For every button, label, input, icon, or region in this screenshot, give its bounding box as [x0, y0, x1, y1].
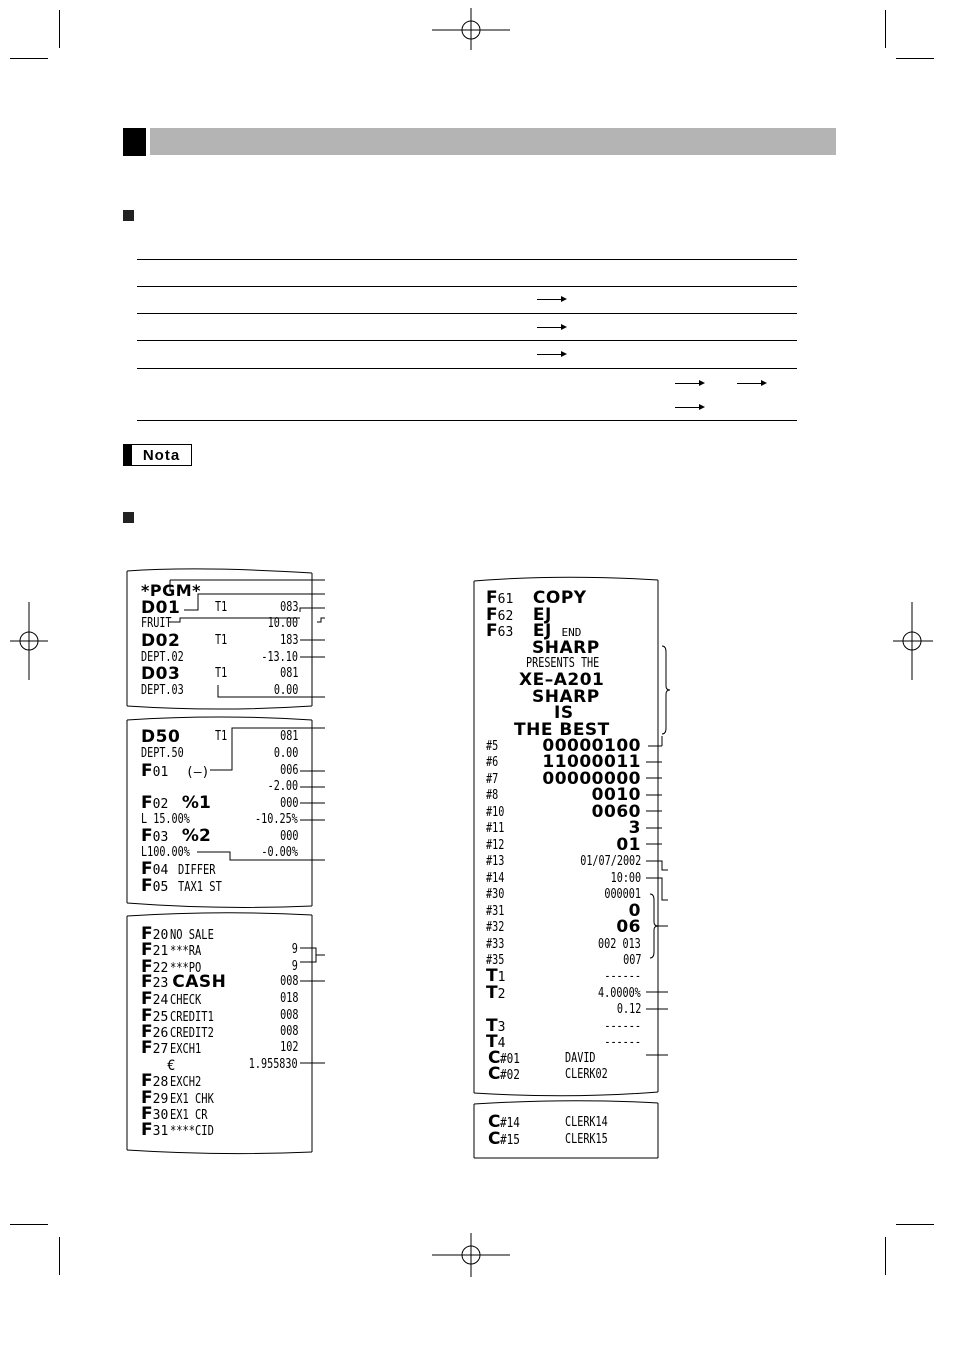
- param-value: 002 013: [598, 937, 641, 952]
- t-prefix: T: [486, 1032, 498, 1052]
- c-number: #02: [500, 1068, 521, 1083]
- function-key-value: 9: [291, 942, 298, 957]
- f-prefix: F: [141, 1022, 153, 1042]
- param-value: 10:00: [610, 871, 641, 886]
- dept-d01: D01: [141, 598, 181, 618]
- function-key-value: 008: [279, 1024, 298, 1039]
- function-key-name: CREDIT1: [170, 1010, 215, 1025]
- param-value: 007: [622, 953, 641, 968]
- t-prefix: T: [486, 983, 498, 1003]
- function-key-name: CHECK: [170, 993, 202, 1008]
- f-prefix: F: [486, 621, 498, 641]
- clerk-name: CLERK02: [565, 1067, 608, 1082]
- t-prefix: T: [486, 966, 498, 986]
- f-prefix: F: [141, 957, 153, 977]
- d50-tax: T1: [215, 729, 228, 744]
- f-prefix: F: [141, 924, 153, 944]
- d50-code: 081: [279, 729, 298, 744]
- d01-code: 083: [279, 600, 298, 615]
- param-key: #10: [486, 805, 505, 820]
- d02-name: DEPT.02: [141, 650, 184, 665]
- function-key-name: EX1 CHK: [170, 1092, 215, 1107]
- f01-sign: (–): [185, 765, 210, 780]
- message-line-4: SHARP: [532, 687, 600, 707]
- function-key-name: CREDIT2: [170, 1026, 215, 1041]
- function-key-name: CASH: [172, 972, 227, 992]
- c-prefix: C: [488, 1129, 501, 1149]
- c-number: #15: [500, 1133, 521, 1148]
- f62-name: EJ: [532, 605, 552, 625]
- clerk-name: CLERK14: [565, 1115, 608, 1130]
- f04-name: DIFFER: [177, 863, 216, 878]
- f-number: 22: [152, 961, 169, 976]
- param-key: #31: [486, 904, 505, 919]
- f-number: 03: [152, 830, 169, 845]
- t-prefix: T: [486, 1016, 498, 1036]
- f-number: 02: [152, 797, 169, 812]
- f-prefix: F: [141, 972, 153, 992]
- d02-code: 183: [279, 633, 298, 648]
- f-number: 01: [152, 765, 169, 780]
- function-key-name: ****CID: [170, 1124, 215, 1139]
- f02-value: -10.25%: [255, 812, 298, 827]
- function-key-value: 9: [291, 959, 298, 974]
- c-number: #14: [500, 1116, 521, 1131]
- tax-value: 0.12: [616, 1002, 641, 1017]
- d02-price: -13.10: [261, 650, 298, 665]
- function-key-value: 102: [279, 1040, 298, 1055]
- param-key: #30: [486, 887, 505, 902]
- c-prefix: C: [488, 1048, 501, 1068]
- f-number: 23: [152, 976, 169, 991]
- f-prefix: F: [141, 826, 153, 846]
- f-prefix: F: [141, 1071, 153, 1091]
- tax-key: [486, 985, 505, 1002]
- d03-name: DEPT.03: [141, 683, 184, 698]
- param-value: 0060: [591, 802, 641, 822]
- param-value: 11000011: [542, 752, 641, 772]
- f02-code: 000: [279, 796, 298, 811]
- dept-d03: D03: [141, 664, 181, 684]
- f-prefix: F: [486, 605, 498, 625]
- param-value: 0010: [591, 785, 641, 805]
- function-key-value: 008: [279, 974, 298, 989]
- f-number: 30: [152, 1108, 169, 1123]
- receipt-right-part1: [474, 581, 658, 1093]
- f-number: 27: [152, 1042, 169, 1057]
- d01-price: 10.00: [267, 616, 298, 631]
- function-key-name: ***RA: [170, 944, 202, 959]
- f03-value: -0.00%: [261, 845, 298, 860]
- f-prefix: F: [141, 859, 153, 879]
- t-number: 2: [497, 987, 506, 1002]
- f-prefix: F: [141, 989, 153, 1009]
- function-key-name: EX1 CR: [170, 1108, 208, 1123]
- param-key: #12: [486, 838, 505, 853]
- f-number: 31: [152, 1124, 169, 1139]
- nota-label: Nota: [142, 446, 181, 464]
- f-number: 26: [152, 1026, 169, 1041]
- f-number: 04: [152, 863, 169, 878]
- message-line-6: THE BEST: [514, 720, 610, 740]
- message-line-3: XE–A201: [519, 670, 605, 690]
- f-prefix: F: [141, 1006, 153, 1026]
- f-number: 28: [152, 1075, 169, 1090]
- function-key-name: EXCH2: [170, 1075, 202, 1090]
- c-prefix: C: [488, 1112, 501, 1132]
- f-prefix: F: [486, 588, 498, 608]
- t-number: 4: [497, 1036, 506, 1051]
- function-key-value: 1.955830: [249, 1057, 298, 1072]
- f-prefix: F: [141, 1038, 153, 1058]
- param-value: 0: [628, 901, 641, 921]
- function-key-name: EXCH1: [170, 1042, 202, 1057]
- f-number: 21: [152, 944, 169, 959]
- f01-code: 006: [279, 763, 298, 778]
- param-value: 01: [616, 835, 641, 855]
- param-key: #7: [486, 772, 499, 787]
- t-number: 3: [497, 1020, 506, 1035]
- f-prefix: F: [141, 876, 153, 896]
- f03-code: 000: [279, 829, 298, 844]
- message-line-2: PRESENTS THE: [526, 656, 600, 671]
- f-number: 61: [497, 592, 514, 607]
- c-number: #01: [500, 1052, 521, 1067]
- f-prefix: F: [141, 1104, 153, 1124]
- f-prefix: F: [141, 1120, 153, 1140]
- clerk-name: DAVID: [565, 1051, 596, 1066]
- t-number: 1: [497, 970, 506, 985]
- d03-price: 0.00: [273, 683, 298, 698]
- message-line-1: SHARP: [532, 638, 600, 658]
- f03-limit: L100.00%: [141, 845, 190, 860]
- param-key: #6: [486, 755, 499, 770]
- param-key: #35: [486, 953, 505, 968]
- d02-tax: T1: [215, 633, 228, 648]
- pgm-mode-label: *PGM*: [141, 581, 202, 600]
- function-key-name: ***PO: [170, 961, 202, 976]
- f-number: 20: [152, 928, 169, 943]
- param-key: #33: [486, 937, 505, 952]
- param-key: #11: [486, 821, 505, 836]
- f03-name: %2: [181, 826, 211, 846]
- d50-price: 0.00: [273, 746, 298, 761]
- param-value: 3: [628, 818, 641, 838]
- f63-suffix: END: [561, 626, 582, 639]
- f-number: 24: [152, 993, 169, 1008]
- param-key: #5: [486, 739, 499, 754]
- function-key-value: 008: [279, 1008, 298, 1023]
- f63-name: EJ: [532, 621, 552, 641]
- f-prefix: F: [141, 793, 153, 813]
- param-value: 01/07/2002: [579, 854, 641, 869]
- function-key-name: €: [167, 1058, 176, 1074]
- param-key: #8: [486, 788, 499, 803]
- clerk-key: [488, 1066, 524, 1083]
- tax-value: 4.0000%: [598, 986, 641, 1001]
- dept-d02: D02: [141, 631, 181, 651]
- f61-name: COPY: [532, 588, 587, 608]
- param-value: 06: [616, 917, 641, 937]
- f01-value: -2.00: [267, 779, 298, 794]
- f-number: 63: [497, 625, 514, 640]
- d50-name: DEPT.50: [141, 746, 184, 761]
- message-line-5: IS: [554, 703, 574, 723]
- clerk-name: CLERK15: [565, 1132, 608, 1147]
- d01-tax: T1: [215, 600, 228, 615]
- f-prefix: F: [141, 1088, 153, 1108]
- dept-d50: D50: [141, 727, 181, 747]
- param-value: 000001: [604, 887, 641, 902]
- param-value: 00000100: [542, 736, 641, 756]
- param-key: #14: [486, 871, 505, 886]
- c-prefix: C: [488, 1064, 501, 1084]
- function-key-name: NO SALE: [170, 928, 215, 943]
- function-key-value: 018: [279, 991, 298, 1006]
- f-number: 05: [152, 880, 169, 895]
- f05-name: TAX1 ST: [177, 880, 222, 895]
- f02-name: %1: [181, 793, 211, 813]
- tax-value: ------: [604, 969, 641, 984]
- clerk-key: [488, 1131, 524, 1148]
- f-number: 29: [152, 1092, 169, 1107]
- f-number: 25: [152, 1010, 169, 1025]
- param-value: 00000000: [542, 769, 641, 789]
- param-key: #32: [486, 920, 505, 935]
- d01-name: FRUIT: [141, 616, 172, 631]
- f-prefix: F: [141, 940, 153, 960]
- receipt-right-part2: [474, 1104, 658, 1158]
- f-number: 62: [497, 609, 514, 624]
- param-key: #13: [486, 854, 505, 869]
- tax-value: ------: [604, 1035, 641, 1050]
- f-prefix: F: [141, 761, 153, 781]
- d03-code: 081: [279, 666, 298, 681]
- d03-tax: T1: [215, 666, 228, 681]
- tax-value: ------: [604, 1019, 641, 1034]
- f02-limit: L 15.00%: [141, 812, 190, 827]
